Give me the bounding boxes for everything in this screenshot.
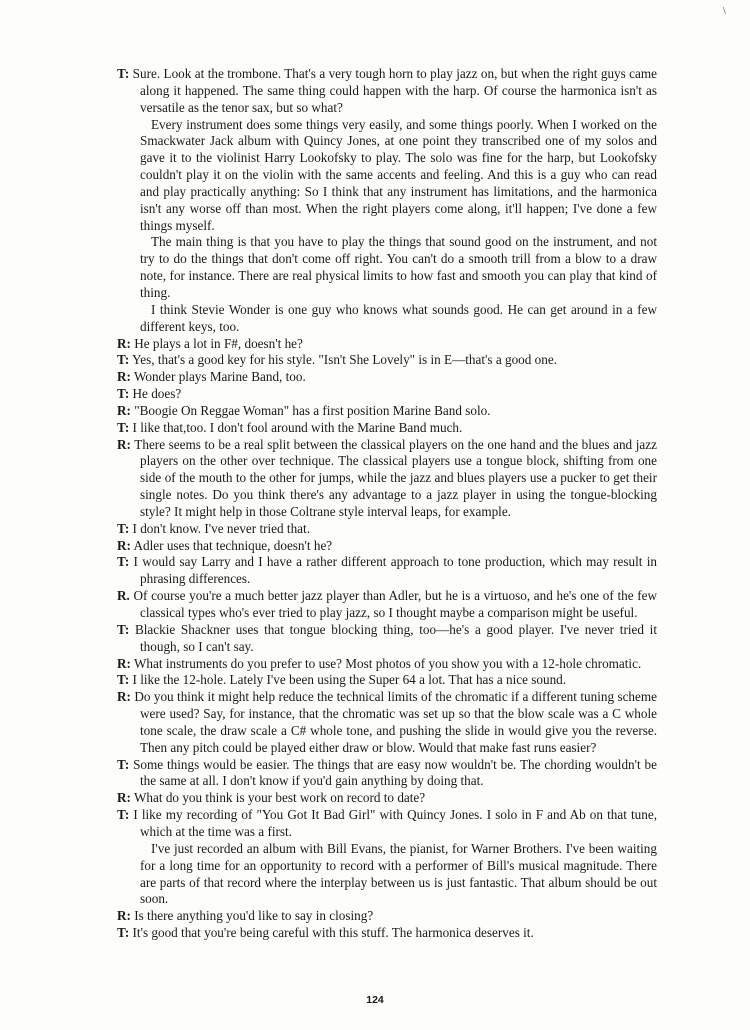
paragraph-text: There seems to be a real split between the classical players on the one hand and the blues and jazz players on the other over technique. The classical players use a tongue block, shifting from one side of the mouth to the other for jumps, while the jazz and blues players use a pucker to get their single notes. Do you think there's any advantage to a jazz player in using the tongue-blocking style? It might help in those Coltrane style interval leaps, for example. — [134, 436, 657, 519]
dialogue-paragraph — [117, 66, 657, 117]
paragraph-text: Blackie Shackner uses that tongue blocking thing, too—he's a good player. I've never tried it though, so I can't say. — [134, 621, 657, 654]
corner-mark: \ — [723, 6, 726, 17]
dialogue-paragraph — [117, 538, 657, 555]
speaker-label: R. — [117, 588, 130, 604]
paragraph-text: He plays a lot in F#, doesn't he? — [134, 335, 303, 351]
paragraph-text: Sure. Look at the trombone. That's a very tough horn to play jazz on, but when the right guys came along it happened. The same thing could happen with the harp. Of course the harmonica isn't as versatile as the tenor sax, but so what? — [132, 66, 658, 115]
speaker-label: R: — [117, 436, 131, 452]
dialogue-paragraph — [117, 908, 657, 925]
dialogue-paragraph — [117, 369, 657, 386]
paragraph-text: I like my recording of "You Got It Bad Girl" with Quincy Jones. I solo in F and Ab on that tune, which at the time was a first. — [133, 807, 657, 839]
paragraph-text: What instruments do you prefer to use? Most photos of you show you with a 12-hole chromatic. — [133, 655, 642, 671]
dialogue-paragraph — [117, 420, 657, 437]
paragraph-text: He does? — [132, 386, 182, 402]
speaker-label: T: — [117, 352, 130, 368]
paragraph-text: Every instrument does some things very easily, and some things poorly. When I worked on the Smackwater Jack album with Quincy Jones, at one point they transcribed one of my solos and gave it to the violinist Harry Lookofsky to play. The solo was fine for the harp, but Lookofsky couldn't play it on the violin with the same accents and feeling. And this is a guy who can read and play practically anything: So I think that any instrument has limitations, and the harmonica isn't any worse off than most. When the right players come along, it'll happen; I've done a few things myself. — [140, 116, 657, 233]
dialogue-paragraph — [117, 790, 657, 807]
paragraph-text: Wonder plays Marine Band, too. — [133, 369, 306, 385]
paragraph-text: Some things would be easier. The things that are easy now wouldn't be. The chording wouldn't be the same at all. I don't know if you'd gain anything by doing that. — [133, 756, 658, 789]
paragraph-text: Is there anything you'd like to say in closing? — [134, 908, 374, 924]
dialogue-paragraph — [117, 807, 657, 841]
page-number: 124 — [366, 994, 384, 1006]
dialogue-paragraph — [117, 336, 657, 353]
paragraph-text: I would say Larry and I have a rather different approach to tone production, which may result in phrasing differences. — [133, 554, 657, 587]
dialogue-paragraph — [117, 672, 657, 689]
dialogue-paragraph — [117, 689, 657, 756]
speaker-label: T: — [117, 419, 130, 435]
continuation-paragraph — [117, 302, 657, 336]
paragraph-text: I like the 12-hole. Lately I've been using the Super 64 a lot. That has a nice sound. — [132, 672, 567, 688]
dialogue-paragraph — [117, 656, 657, 673]
speaker-label: R: — [117, 369, 131, 385]
dialogue-paragraph — [117, 403, 657, 420]
speaker-label: R: — [117, 537, 131, 553]
paragraph-text: Do you think it might help reduce the technical limits of the chromatic if a different tuning scheme were used? Say, for instance, that the chromatic was set up so that the blow scale was a C whole tone scale, the draw scale a C# whole tone, and pushing the slide in would give you the reverse. Then any pitch could be played either draw or blow. Would that make fast runs easier? — [134, 689, 657, 755]
paragraph-text: I've just recorded an album with Bill Evans, the pianist, for Warner Brothers. I've been waiting for a long time for an opportunity to record with a performer of Bill's musical magnitude. There are parts of that record where the interplay between us is just fantastic. That album should be out soon. — [140, 840, 657, 907]
speaker-label: T: — [117, 66, 130, 81]
continuation-paragraph — [117, 117, 657, 235]
dialogue-paragraph — [117, 352, 657, 369]
dialogue-paragraph — [117, 757, 657, 791]
dialogue-paragraph — [117, 588, 657, 622]
speaker-label: T: — [117, 807, 130, 823]
continuation-paragraph — [117, 234, 657, 301]
continuation-paragraph — [117, 841, 657, 908]
dialogue-paragraph — [117, 437, 657, 521]
speaker-label: R: — [117, 402, 131, 418]
speaker-label: R: — [117, 655, 131, 671]
speaker-label: T: — [117, 554, 130, 570]
interview-text — [117, 66, 657, 942]
speaker-label: R: — [117, 689, 131, 705]
paragraph-text: It's good that you're being careful with this stuff. The harmonica deserves it. — [132, 925, 534, 941]
speaker-label: T: — [117, 672, 130, 688]
speaker-label: R: — [117, 790, 131, 806]
speaker-label: R: — [117, 908, 131, 924]
speaker-label: T: — [117, 386, 130, 402]
speaker-label: T: — [117, 925, 130, 941]
dialogue-paragraph — [117, 386, 657, 403]
speaker-label: R: — [117, 335, 131, 351]
dialogue-paragraph — [117, 521, 657, 538]
dialogue-paragraph — [117, 925, 657, 942]
dialogue-paragraph — [117, 554, 657, 588]
speaker-label: T: — [117, 756, 130, 772]
dialogue-paragraph — [117, 622, 657, 656]
speaker-label: T: — [117, 520, 130, 536]
paragraph-text: I like that,too. I don't fool around with the Marine Band much. — [132, 419, 463, 435]
paragraph-text: "Boogie On Reggae Woman" has a first position Marine Band solo. — [134, 402, 491, 418]
paragraph-text: What do you think is your best work on record to date? — [133, 790, 426, 806]
paragraph-text: Adler uses that technique, doesn't he? — [133, 537, 333, 553]
paragraph-text: I think Stevie Wonder is one guy who knows what sounds good. He can get around in a few different keys, too. — [140, 301, 657, 334]
paragraph-text: Yes, that's a good key for his style. "Isn't She Lovely" is in E—that's a good one. — [132, 352, 557, 368]
speaker-label: T: — [117, 621, 130, 637]
paragraph-text: The main thing is that you have to play the things that sound good on the instrument, and not try to do the things that don't come off right. You can't do a smooth trill from a blow to a draw note, for instance. There are real physical limits to how fast and smooth you can play that kind of thing. — [140, 234, 657, 300]
paragraph-text: Of course you're a much better jazz player than Adler, but he is a virtuoso, and he's one of the few classical types who's ever tried to play jazz, so I thought maybe a comparison might be useful. — [133, 588, 657, 620]
paragraph-text: I don't know. I've never tried that. — [132, 520, 310, 536]
